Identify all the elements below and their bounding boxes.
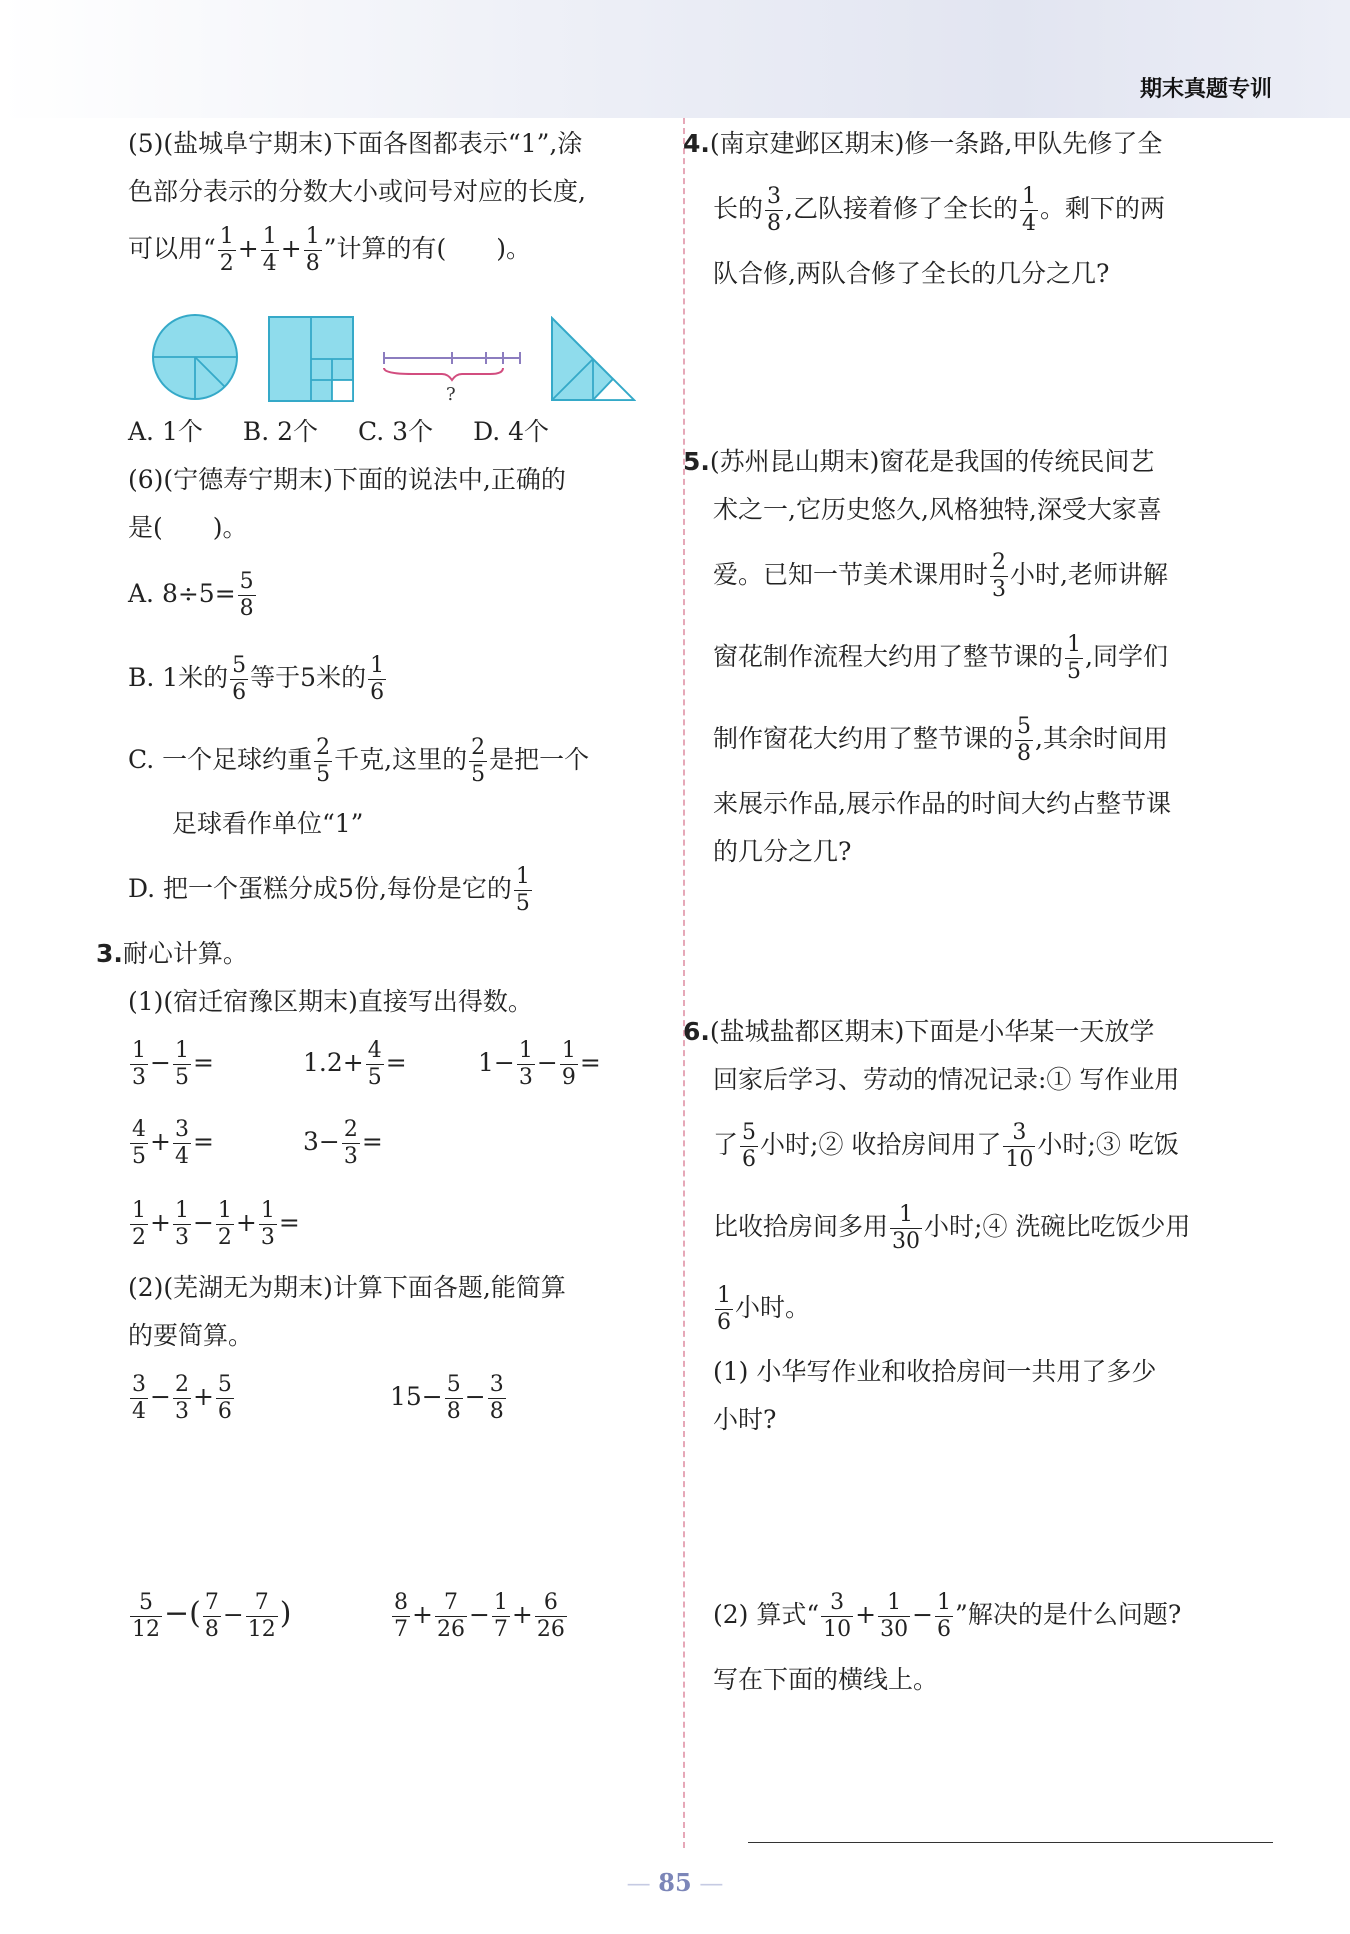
calc-row-2	[128, 1102, 658, 1184]
square-figure	[268, 316, 354, 402]
left-column	[96, 120, 658, 1654]
answer-space-q6-1	[713, 1444, 1273, 1574]
calc-expr-4: $\frac{4}{5}$ + $\frac{3}{4}$ =	[132, 1116, 214, 1169]
q2-6-option-c-line2: 足球看作单位“1”	[172, 809, 364, 838]
choice-c: C. 3个	[358, 417, 434, 446]
fraction: $\frac{1}{4}$	[262, 224, 277, 276]
answer-space-q5	[713, 876, 1273, 1008]
calc-expr-5: 3− $\frac{2}{3}$ =	[303, 1116, 383, 1169]
q6-sub2-line2: 写在下面的横线上。	[713, 1665, 939, 1694]
q2-5-line3: 可以用“ $\frac{1}{2}$ + $\frac{1}{4}$ + $\frac{1}{8}$ ”计算的有( )。	[128, 224, 531, 276]
q2-6-option-c: C. 一个足球约重 $\frac{2}{5}$ 千克,这里的 $\frac{2}{5}$ 是把一个	[128, 735, 590, 787]
q3-heading: 3.耐心计算。	[96, 939, 248, 968]
circle-figure	[150, 312, 240, 402]
answer-line[interactable]	[748, 1842, 1273, 1843]
fraction: $\frac{1}{2}$	[219, 224, 234, 276]
calc-expr-10: $\frac{8}{7}$ + $\frac{7}{26}$ − $\frac{1}{7}$ + $\frac{6}{26}$	[394, 1589, 565, 1642]
q5-line1: 5.(苏州昆山期末)窗花是我国的传统民间艺	[683, 447, 1155, 476]
work-space	[128, 1436, 658, 1578]
calc-row-3	[128, 1184, 658, 1264]
q5-line6: 来展示作品,展示作品的时间大约占整节课	[713, 789, 1171, 818]
choice-a: A. 1个	[128, 417, 203, 446]
q2-5-line1: (5)(盐城阜宁期末)下面各图都表示“1”,涂	[128, 129, 583, 158]
calc-expr-3: 1− $\frac{1}{3}$ − $\frac{1}{9}$ =	[478, 1037, 601, 1090]
q6-sub1-line2: 小时?	[713, 1405, 777, 1434]
q2-6-line1: (6)(宁德寿宁期末)下面的说法中,正确的	[128, 465, 566, 494]
calc-row-1	[128, 1026, 658, 1102]
q6-line4: 比收拾房间多用 $\frac{1}{30}$ 小时;④ 洗碗比吃饭少用	[713, 1202, 1191, 1254]
calc-row-4	[128, 1360, 658, 1436]
calc-expr-1: $\frac{1}{3}$ − $\frac{1}{5}$ =	[132, 1037, 214, 1090]
q5-line5: 制作窗花大约用了整节课的 $\frac{5}{8}$ ,其余时间用	[713, 714, 1168, 766]
q2-5-line2: 色部分表示的分数大小或问号对应的长度,	[128, 177, 586, 206]
calc-expr-7: $\frac{3}{4}$ − $\frac{2}{3}$ + $\frac{5}{6}$	[132, 1371, 232, 1424]
q6-line1: 6.(盐城盐都区期末)下面是小华某一天放学	[683, 1017, 1155, 1046]
calc-expr-2: 1.2+ $\frac{4}{5}$ =	[303, 1037, 407, 1090]
calc-expr-9: $\frac{5}{12}$ −( $\frac{7}{8}$ − $\frac{7}{12}$ )	[132, 1589, 292, 1642]
q4-line3: 队合修,两队合修了全长的几分之几?	[713, 259, 1110, 288]
right-column	[683, 120, 1273, 1704]
section-title: 期末真题专训	[1139, 77, 1272, 102]
q2-6-option-d: D. 把一个蛋糕分成5份,每份是它的 $\frac{1}{5}$	[128, 864, 530, 916]
q6-line3: 了 $\frac{5}{6}$ 小时;② 收拾房间用了 $\frac{3}{10}$ 小时;③ 吃饭	[713, 1120, 1179, 1172]
choice-d: D. 4个	[473, 417, 550, 446]
fraction: $\frac{1}{8}$	[305, 224, 320, 276]
q3-sub2-line2: 的要简算。	[128, 1321, 254, 1350]
choice-b: B. 2个	[242, 417, 319, 446]
q4-line2: 长的 $\frac{3}{8}$ ,乙队接着修了全长的 $\frac{1}{4}$ 。剩下的两	[713, 184, 1165, 236]
q5-line2: 术之一,它历史悠久,风格独特,深受大家喜	[713, 495, 1162, 524]
calc-row-5	[128, 1578, 658, 1654]
segment-label: ?	[446, 384, 456, 402]
segment-figure	[382, 312, 522, 402]
page-number: — 85 —	[626, 1868, 724, 1897]
q2-6-option-b: B. 1米的 $\frac{5}{6}$ 等于5米的 $\frac{1}{6}$	[128, 653, 385, 705]
calc-expr-6: $\frac{1}{2}$ + $\frac{1}{3}$ − $\frac{1}{2}$ + $\frac{1}{3}$ =	[132, 1197, 300, 1250]
q5-line4: 窗花制作流程大约用了整节课的 $\frac{1}{5}$ ,同学们	[713, 632, 1168, 684]
q5-line3: 爱。已知一节美术课用时 $\frac{2}{3}$ 小时,老师讲解	[713, 550, 1168, 602]
q6-line5: $\frac{1}{6}$ 小时。	[717, 1283, 811, 1335]
q2-5-choices	[128, 408, 658, 456]
answer-space-q4	[713, 298, 1273, 438]
triangle-figure	[550, 316, 636, 402]
q2-6-line2: 是( )。	[128, 513, 248, 542]
q6-sub1-line1: (1) 小华写作业和收拾房间一共用了多少	[713, 1357, 1157, 1386]
q4-line1: 4.(南京建邺区期末)修一条路,甲队先修了全	[683, 129, 1163, 158]
column-divider	[683, 118, 685, 1848]
figure-row	[150, 292, 658, 402]
q6-sub2-line1: (2) 算式“ $\frac{3}{10}$ + $\frac{1}{30}$ − $\frac{1}{6}$ ”解决的是什么问题?	[713, 1590, 1182, 1642]
q5-line7: 的几分之几?	[713, 837, 852, 866]
q3-sub2-line1: (2)(芜湖无为期末)计算下面各题,能简算	[128, 1273, 566, 1302]
calc-expr-8: 15− $\frac{5}{8}$ − $\frac{3}{8}$	[390, 1371, 504, 1424]
q6-line2: 回家后学习、劳动的情况记录:① 写作业用	[713, 1065, 1180, 1094]
q2-6-option-a: A. 8÷5= $\frac{5}{8}$	[128, 569, 254, 621]
q3-sub1: (1)(宿迁宿豫区期末)直接写出得数。	[128, 987, 533, 1016]
